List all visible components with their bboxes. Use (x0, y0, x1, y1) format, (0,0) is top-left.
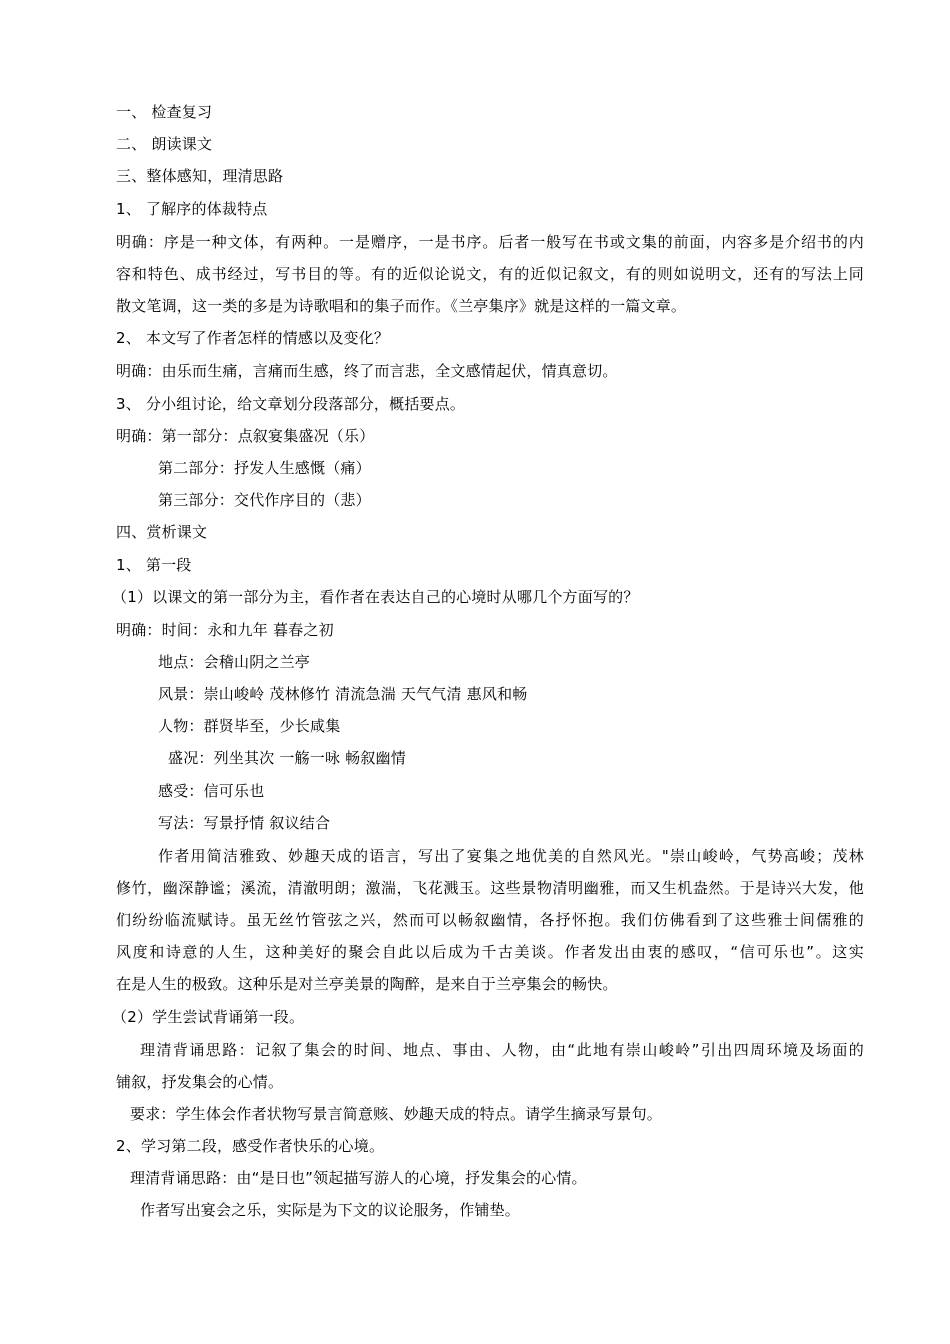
paragraph-line: 作者用简洁雅致、妙趣天成的语言，写出了宴集之地优美的自然风光。"崇山峻岭，气势高峻；茂林 (158, 847, 864, 865)
paragraph-line: 理清背诵思路：记叙了集会的时间、地点、事由、人物，由“此地有崇山峻岭”引出四周环境及场面的 (140, 1041, 864, 1059)
item-1-first-section: 1、 第一段 (116, 556, 192, 574)
paragraph-line: 容和特色、成书经过，写书目的等。有的近似论说文，有的近似记叙文，有的则如说明文，还有的写法上同 (116, 265, 864, 283)
paragraph-line: 明确：由乐而生痛，言痛而生感，终了而言悲，全文感情起伏，情真意切。 (116, 362, 618, 380)
item-2-second-section: 2、学习第二段，感受作者快乐的心境。 (116, 1137, 385, 1155)
question-1: （1）以课文的第一部分为主，看作者在表达自己的心境时从哪几个方面写的？ (112, 588, 639, 606)
paragraph-line: 地点：会稽山阴之兰亭 (158, 653, 311, 671)
paragraph-line: 理清背诵思路：由“是日也”领起描写游人的心境，抒发集会的心情。 (130, 1169, 587, 1187)
heading-appreciation: 四、赏析课文 (116, 523, 208, 541)
paragraph-line: 第三部分：交代作序目的（悲） (158, 491, 371, 509)
paragraph-line: 写法：写景抒情 叙议结合 (158, 814, 331, 832)
paragraph-line: 风景：崇山峻岭 茂林修竹 清流急湍 天气气清 惠风和畅 (158, 685, 528, 703)
paragraph-line: 明确：时间：永和九年 暮春之初 (116, 621, 334, 639)
paragraph-line: 盛况：列坐其次 一觞一咏 畅叙幽情 (168, 749, 406, 767)
paragraph-line: 铺叙，抒发集会的心情。 (116, 1073, 284, 1091)
paragraph-line: 们纷纷临流赋诗。虽无丝竹管弦之兴，然而可以畅叙幽情，各抒怀抱。我们仿佛看到了这些雅士间儒雅的 (116, 911, 864, 929)
paragraph-line: 要求：学生体会作者状物写景言简意赅、妙趣天成的特点。请学生摘录写景句。 (130, 1105, 663, 1123)
paragraph-line: 散文笔调，这一类的多是为诗歌唱和的集子而作。《兰亭集序》就是这样的一篇文章。 (116, 297, 687, 315)
heading-overview: 三、整体感知，理清思路 (116, 167, 284, 185)
item-2-emotion: 2、 本文写了作者怎样的情感以及变化？ (116, 329, 390, 347)
heading-review: 一、 检查复习 (116, 103, 213, 121)
paragraph-line: 明确：第一部分：点叙宴集盛况（乐） (116, 427, 375, 445)
paragraph-line: 修竹，幽深静谧；溪流，清澈明朗；激湍，飞花溅玉。这些景物清明幽雅，而又生机盎然。于是诗兴大发，他 (116, 879, 864, 897)
item-3-discussion: 3、 分小组讨论，给文章划分段落部分，概括要点。 (116, 395, 466, 413)
paragraph-line: 第二部分：抒发人生感慨（痛） (158, 459, 371, 477)
item-1-preface-features: 1、 了解序的体裁特点 (116, 200, 268, 218)
paragraph-line: 作者写出宴会之乐，实际是为下文的议论服务，作铺垫。 (140, 1201, 521, 1219)
heading-reading: 二、 朗读课文 (116, 135, 213, 153)
question-2: （2）学生尝试背诵第一段。 (112, 1008, 305, 1026)
paragraph-line: 在是人生的极致。这种乐是对兰亭美景的陶醉，是来自于兰亭集会的畅快。 (116, 975, 618, 993)
paragraph-line: 明确：序是一种文体，有两种。一是赠序，一是书序。后者一般写在书或文集的前面，内容多是介绍书的内 (116, 233, 864, 251)
paragraph-line: 感受：信可乐也 (158, 782, 265, 800)
paragraph-line: 风度和诗意的人生，这种美好的聚会自此以后成为千古美谈。作者发出由衷的感叹，“信可乐也”。这实 (116, 943, 864, 961)
paragraph-line: 人物：群贤毕至，少长咸集 (158, 717, 341, 735)
